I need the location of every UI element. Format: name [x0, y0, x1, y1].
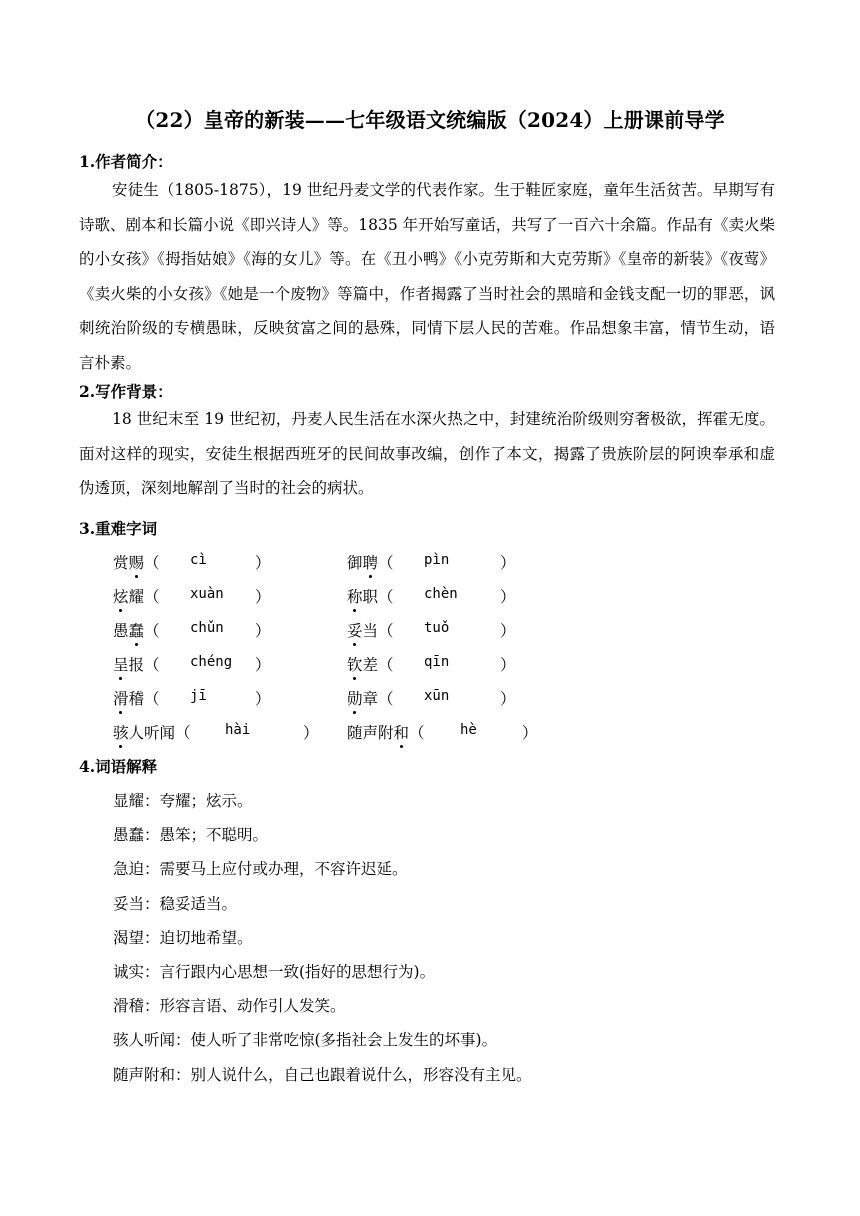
- vocab-word-left: [113, 653, 160, 675]
- section-heading-author: 1.作者简介：: [79, 152, 173, 171]
- section-heading-vocab: 3.重难字词: [79, 519, 158, 538]
- vocab-word-part: 御: [347, 554, 363, 572]
- vocab-emphasized-char: 炫: [113, 585, 129, 607]
- open-paren: （: [144, 554, 160, 572]
- close-paren: ）: [500, 554, 516, 572]
- vocab-word-part: 差: [362, 656, 379, 674]
- definition-item: 诚实：言行跟内心思想一致(指好的思想行为)。: [113, 963, 436, 981]
- definition-item: 滑稽：形容言语、动作引人发笑。: [113, 997, 346, 1016]
- vocab-emphasized-char: 骇: [113, 721, 129, 743]
- vocab-pinyin: jī: [190, 688, 207, 704]
- vocab-word-right: [347, 687, 394, 709]
- vocab-word-left: [113, 585, 160, 607]
- vocab-word-right: [347, 585, 394, 607]
- close-paren: ）: [255, 622, 271, 640]
- close-paren: ）: [500, 622, 516, 640]
- vocab-word-part: 愚: [113, 622, 129, 640]
- vocab-word-part: 赏: [113, 554, 129, 572]
- vocab-word-part: 当: [362, 622, 379, 640]
- open-paren: （: [378, 554, 394, 572]
- close-paren: ）: [303, 724, 319, 742]
- page-title: （22）皇帝的新装——七年级语文统编版（2024）上册课前导学: [135, 108, 725, 132]
- vocab-row: [0, 687, 860, 711]
- vocab-row: [0, 653, 860, 677]
- definition-item: 骇人听闻：使人听了非常吃惊(多指社会上发生的坏事)。: [113, 1031, 498, 1050]
- vocab-pinyin: chèn: [424, 586, 458, 602]
- background-paragraph: 18 世纪末至 19 世纪初，丹麦人民生活在水深火热之中，封建统治阶级则穷奢极欲，挥霍无度。面对这样的现实，安徒生根据西班牙的民间故事改编，创作了本文，揭露了贵族阶层的阿谀奉承和虚伪透顶，深刻地解剖了当时的社会的病状。: [79, 410, 775, 498]
- vocab-emphasized-char: 蠢: [129, 619, 145, 641]
- vocab-pinyin: tuǒ: [424, 620, 450, 636]
- vocab-row: [0, 619, 860, 643]
- vocab-word-left: [113, 619, 160, 641]
- close-paren: ）: [500, 656, 516, 674]
- vocab-emphasized-char: 称: [347, 585, 363, 607]
- open-paren: （: [378, 588, 394, 606]
- vocab-pinyin: qīn: [424, 654, 450, 670]
- definition-item: 妥当：稳妥适当。: [113, 894, 238, 913]
- vocab-pinyin: xūn: [424, 688, 450, 704]
- definition-item: 渴望：迫切地希望。: [113, 928, 253, 947]
- close-paren: ）: [255, 656, 271, 674]
- vocab-word-right: [347, 653, 394, 675]
- vocab-row: [0, 551, 860, 575]
- close-paren: ）: [255, 588, 271, 606]
- definition-item: 急迫：需要马上应付或办理，不容许迟延。: [113, 860, 408, 879]
- close-paren: ）: [255, 554, 271, 572]
- vocab-pinyin: pìn: [424, 552, 450, 568]
- open-paren: （: [144, 690, 160, 708]
- vocab-pinyin: cì: [190, 552, 207, 568]
- vocab-word-part: 随声附: [347, 724, 394, 742]
- vocab-word-left: [113, 551, 160, 573]
- vocab-word-part: 职: [362, 588, 379, 606]
- open-paren: （: [144, 588, 160, 606]
- vocab-emphasized-char: 赐: [129, 551, 145, 573]
- vocab-emphasized-char: 妥: [347, 619, 363, 641]
- author-paragraph: 安徒生（1805-1875），19 世纪丹麦文学的代表作家。生于鞋匠家庭，童年生活贫苦。早期写有诗歌、剧本和长篇小说《即兴诗人》等。1835 年开始写童话，共写了一百六十余篇。作品有《卖火柴的小女孩》《拇指姑娘》《海的女儿》等。在《丑小鸭》《小克劳斯和大克劳斯》《皇帝的新装》《夜莺》《卖火柴的小女孩》《她是一个废物》等篇中，作者揭露了当时社会的黑暗和金钱支配一切的罪恶，讽刺统治阶级的专横愚昧，反映贫富之间的悬殊，同情下层人民的苦难。作品想象丰富，情节生动，语言朴素。: [79, 181, 775, 372]
- vocab-pinyin: xuàn: [190, 586, 224, 602]
- vocab-pinyin: hè: [460, 722, 477, 738]
- vocab-emphasized-char: 和: [394, 721, 410, 743]
- close-paren: ）: [500, 588, 516, 606]
- open-paren: （: [175, 724, 191, 742]
- section-heading-definitions: 4.词语解释: [79, 757, 158, 776]
- vocab-emphasized-char: 聘: [363, 551, 379, 573]
- definition-item: 随声附和：别人说什么，自己也跟着说什么，形容没有主见。: [113, 1065, 532, 1084]
- close-paren: ）: [500, 690, 516, 708]
- definition-item: 愚蠢：愚笨；不聪明。: [113, 826, 269, 845]
- vocab-pinyin: chéng: [190, 654, 233, 670]
- open-paren: （: [409, 724, 425, 742]
- vocab-emphasized-char: 勋: [347, 687, 363, 709]
- open-paren: （: [378, 656, 394, 674]
- vocab-pinyin: chǔn: [190, 620, 224, 636]
- vocab-word-right: [347, 551, 394, 573]
- close-paren: ）: [522, 724, 538, 742]
- open-paren: （: [144, 622, 160, 640]
- vocab-pinyin: hài: [225, 722, 251, 738]
- vocab-word-part: 稽: [128, 690, 145, 708]
- open-paren: （: [378, 690, 394, 708]
- vocab-emphasized-char: 呈: [113, 653, 129, 675]
- vocab-word-left: [113, 721, 191, 743]
- vocab-word-part: 人听闻: [128, 724, 176, 742]
- vocab-word-right: [347, 619, 394, 641]
- open-paren: （: [378, 622, 394, 640]
- vocab-word-part: 章: [362, 690, 379, 708]
- vocab-word-left: [113, 687, 160, 709]
- section-heading-background: 2.写作背景：: [79, 382, 173, 401]
- vocab-row: [0, 585, 860, 609]
- vocab-word-part: 报: [128, 656, 145, 674]
- vocab-emphasized-char: 滑: [113, 687, 129, 709]
- vocab-word-part: 耀: [128, 588, 145, 606]
- close-paren: ）: [255, 690, 271, 708]
- vocab-row: [0, 721, 860, 745]
- definition-item: 显耀：夸耀；炫示。: [113, 792, 253, 810]
- vocab-word-right: [347, 721, 425, 743]
- vocab-emphasized-char: 钦: [347, 653, 363, 675]
- open-paren: （: [144, 656, 160, 674]
